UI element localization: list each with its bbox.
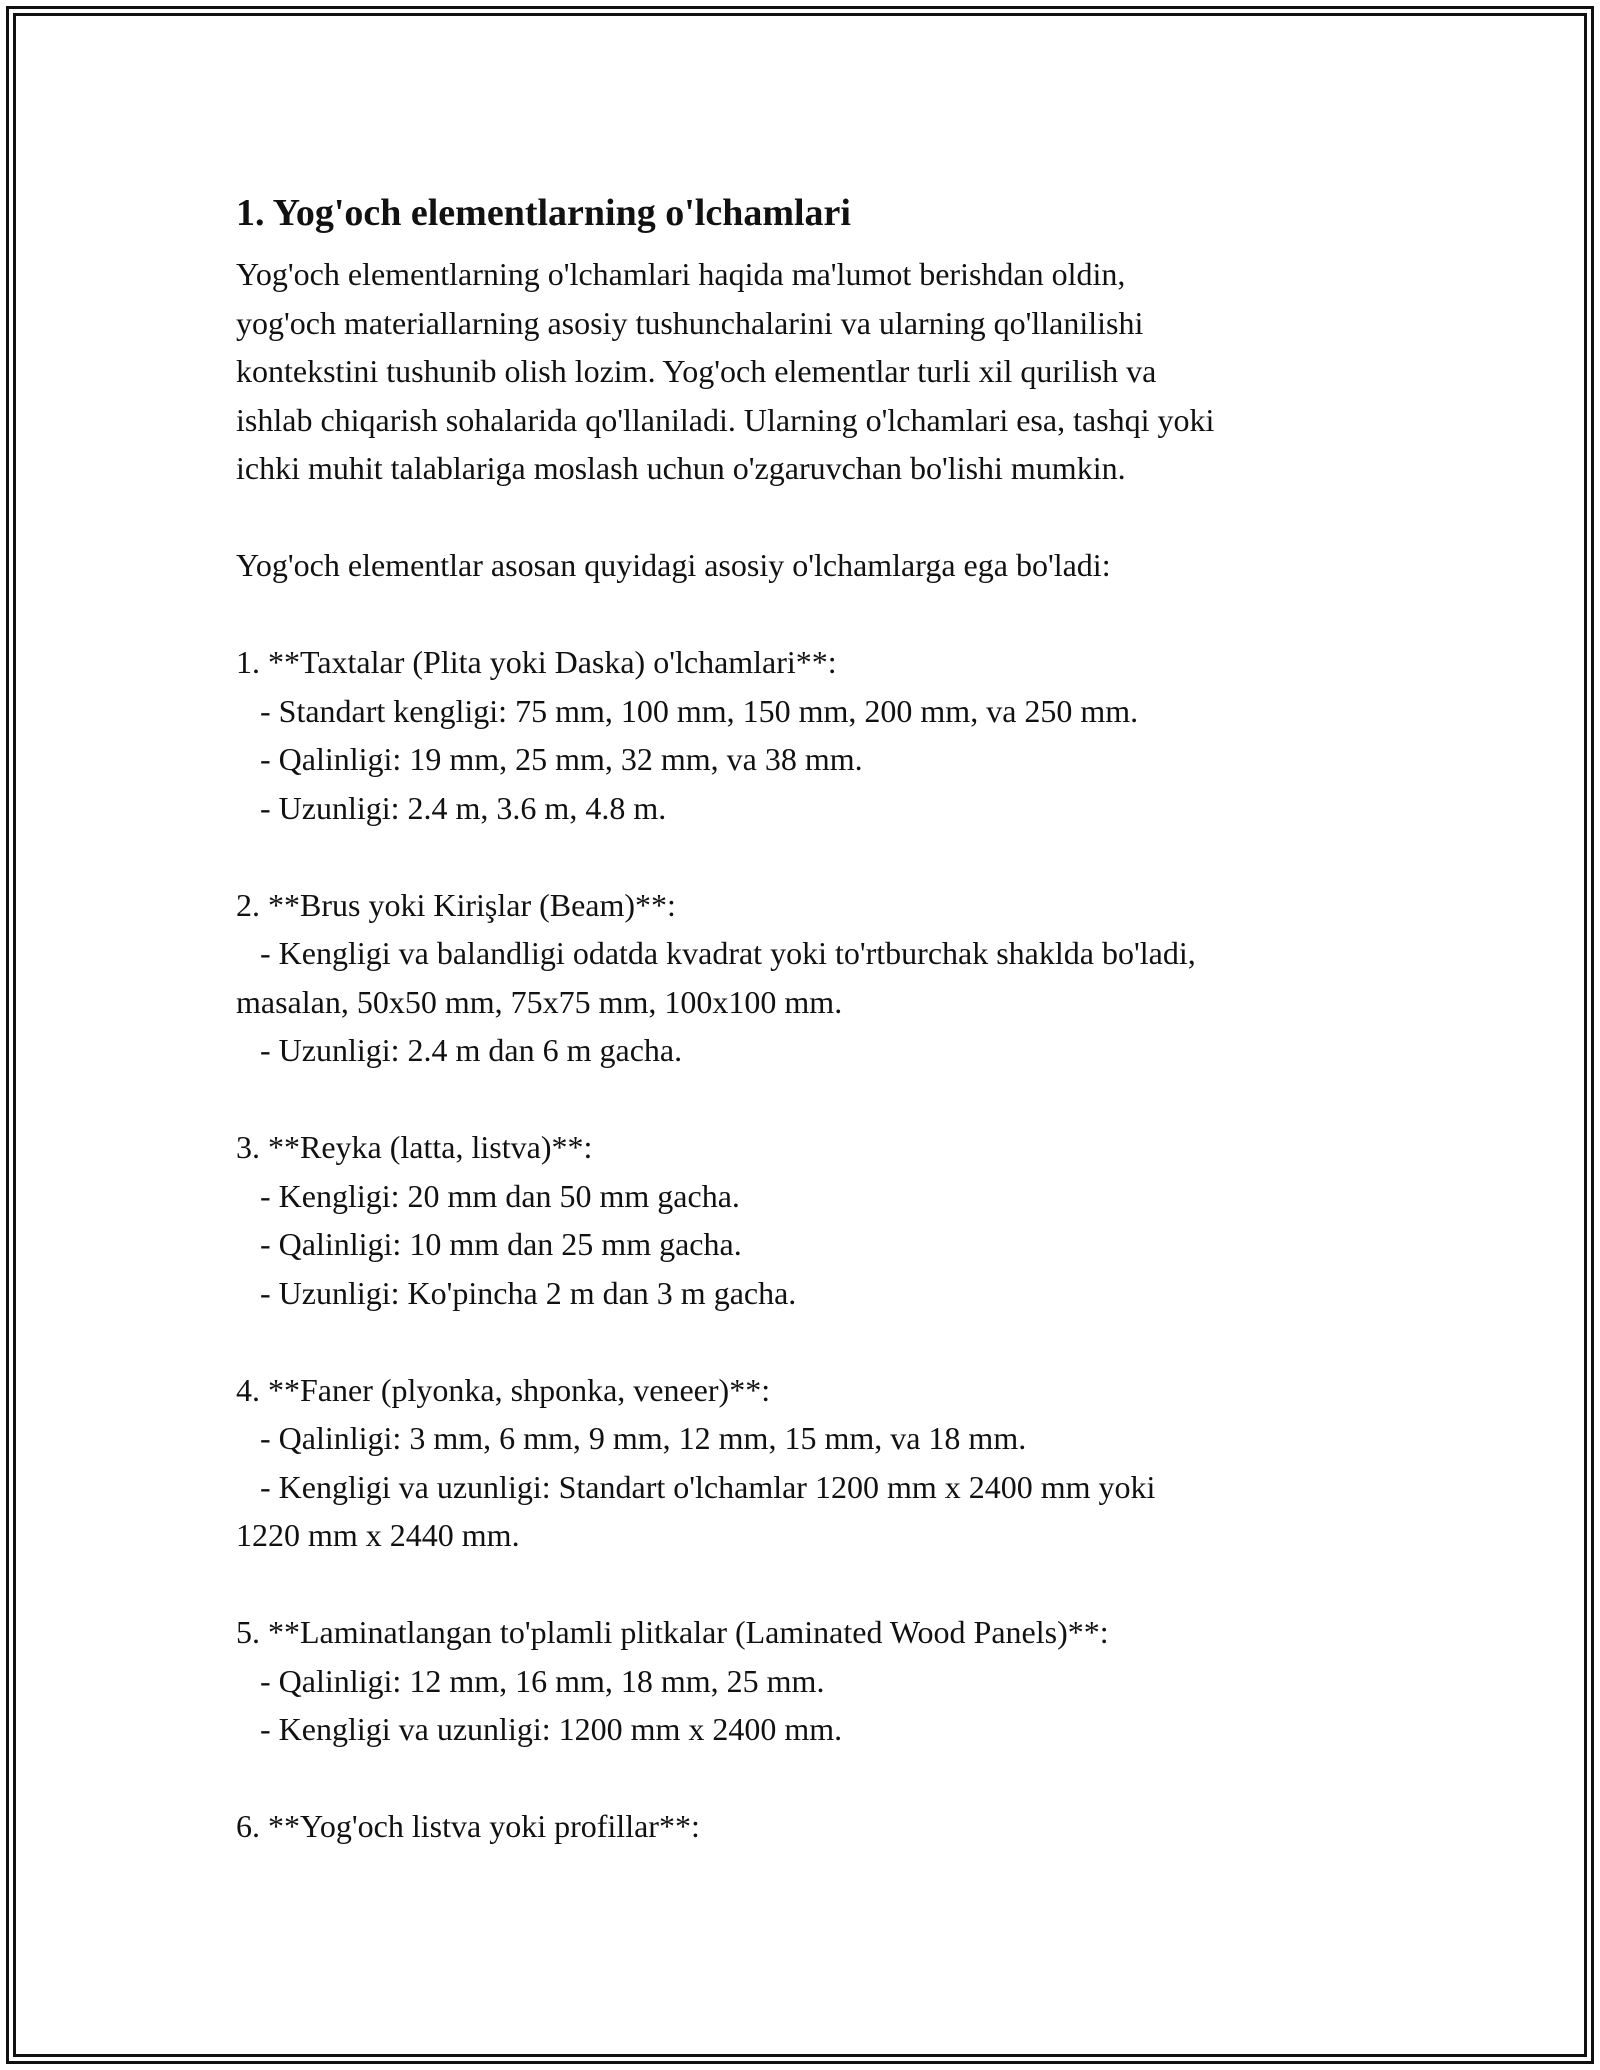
section-line: masalan, 50x50 mm, 75x75 mm, 100x100 mm.	[236, 983, 843, 1020]
section-line: - Qalinligi: 12 mm, 16 mm, 18 mm, 25 mm.	[236, 1662, 825, 1699]
section-line: - Qalinligi: 10 mm dan 25 mm gacha.	[236, 1226, 742, 1262]
section-line: - Kengligi va uzunligi: Standart o'lchamlar 1200 mm x 2400 mm yoki	[236, 1468, 1156, 1505]
section-line: - Kengligi va uzunligi: 1200 mm x 2400 mm.	[236, 1711, 843, 1747]
section-line: - Qalinligi: 3 mm, 6 mm, 9 mm, 12 mm, 15 mm, va 18 mm.	[236, 1420, 1027, 1456]
spacer	[236, 1754, 1386, 1803]
spacer	[236, 832, 1386, 881]
section-6	[236, 1802, 1386, 1851]
spacer	[236, 1317, 1386, 1366]
section-5	[236, 1608, 1386, 1754]
section-4	[236, 1366, 1386, 1560]
document-body	[236, 186, 1386, 1851]
section-line: - Kengligi va balandligi odatda kvadrat yoki to'rtburchak shaklda bo'ladi,	[236, 935, 1196, 971]
spacer	[236, 493, 1386, 542]
section-line: 1220 mm x 2440 mm.	[236, 1517, 520, 1553]
section-line: - Uzunligi: Ko'pincha 2 m dan 3 m gacha.	[236, 1274, 797, 1311]
document-heading: 1. Yog'och elementlarning o'lchamlari	[236, 192, 851, 234]
section-line: - Standart kengligi: 75 mm, 100 mm, 150 mm, 200 mm, va 250 mm.	[236, 692, 1139, 729]
section-1	[236, 638, 1386, 832]
section-2	[236, 881, 1386, 1075]
spacer	[236, 1560, 1386, 1609]
spacer	[236, 590, 1386, 639]
intro-paragraph: Yog'och elementlarning o'lchamlari haqida ma'lumot berishdan oldin, yog'och materiallarning asosiy tushunchalarini va ularning qo'llanilishi kontekstini tushunib olish lozim. Yog'och elementlar turli xil qurilish va ishlab chiqarish sohalarida qo'llaniladi. Ularning o'lchamlari esa, tashqi yoki ichki muhit talablariga moslash uchun o'zgaruvchan bo'lishi mumkin.	[236, 256, 1215, 486]
spacer	[236, 1075, 1386, 1124]
section-title: 1. **Taxtalar (Plita yoki Daska) o'lchamlari**:	[236, 644, 837, 680]
section-title: 5. **Laminatlangan to'plamli plitkalar (Laminated Wood Panels)**:	[236, 1614, 1109, 1650]
section-line: - Qalinligi: 19 mm, 25 mm, 32 mm, va 38 mm.	[236, 741, 863, 777]
section-title: 6. **Yog'och listva yoki profillar**:	[236, 1808, 700, 1844]
section-title: 4. **Faner (plyonka, shponka, veneer)**:	[236, 1371, 771, 1408]
section-line: - Uzunligi: 2.4 m dan 6 m gacha.	[236, 1032, 683, 1068]
section-line: - Kengligi: 20 mm dan 50 mm gacha.	[236, 1177, 740, 1214]
section-title: 3. **Reyka (latta, listva)**:	[236, 1129, 593, 1165]
section-3	[236, 1123, 1386, 1317]
section-line: - Uzunligi: 2.4 m, 3.6 m, 4.8 m.	[236, 789, 667, 826]
lead-paragraph: Yog'och elementlar asosan quyidagi asosiy o'lchamlarga ega bo'ladi:	[236, 547, 1111, 583]
section-title: 2. **Brus yoki Kirişlar (Beam)**:	[236, 886, 676, 923]
